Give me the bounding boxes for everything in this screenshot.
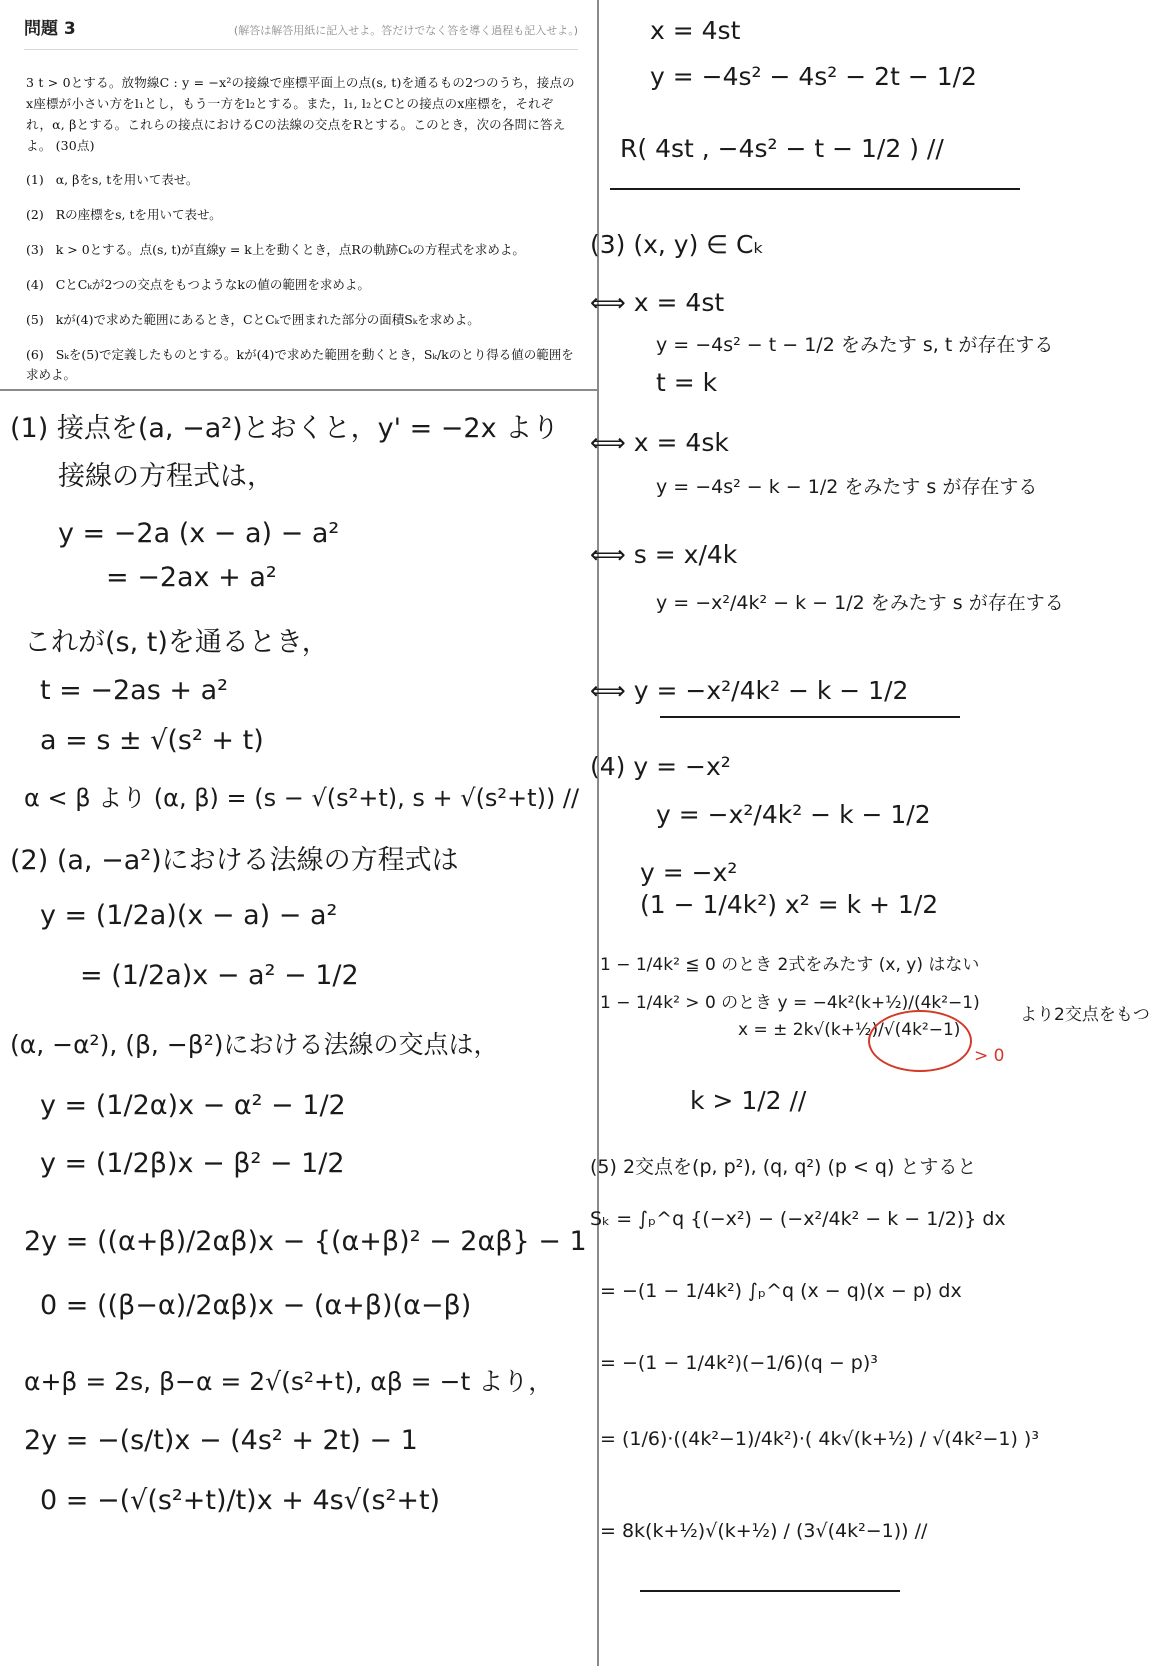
problem-statement-block <box>18 14 578 400</box>
solution-line: (3) (x, y) ∈ Cₖ <box>590 230 765 259</box>
red-circle-annotation <box>868 1010 972 1072</box>
solution-line: = −(1 − 1/4k²)(−1/6)(q − p)³ <box>600 1352 878 1374</box>
problem-note: (解答は解答用紙に記入せよ。答だけでなく答を導く過程も記入せよ。) <box>233 24 578 37</box>
problem-title: 問題 3 <box>24 19 76 39</box>
solution-line: = 8k(k+½)√(k+½) / (3√(4k²−1)) // <box>600 1520 928 1542</box>
solution-line: y = (1/2β)x − β² − 1/2 <box>40 1148 345 1179</box>
solution-line: α+β = 2s, β−α = 2√(s²+t), αβ = −t より， <box>24 1367 554 1396</box>
solution-line: α < β より (α, β) = (s − √(s²+t), s + √(s²+t)) // <box>24 784 580 812</box>
solution-line: = −(1 − 1/4k²) ∫ₚ^q (x − q)(x − p) dx <box>600 1280 962 1302</box>
solution-line: = (1/2a)x − a² − 1/2 <box>80 960 359 991</box>
problem-item: (3) k > 0とする。点(s, t)が直線y = k上を動くとき，点Rの軌跡Cₖの方程式を求めよ。 <box>26 242 525 257</box>
solution-line: (4) y = −x² <box>590 752 731 781</box>
handwritten-solution-left <box>10 400 590 1660</box>
solution-line: ⟺ s = x/4k <box>590 540 738 569</box>
solution-line: 1 − 1/4k² ≦ 0 のとき 2式をみたす (x, y) はない <box>600 955 980 975</box>
solution-line: y = −x²/4k² − k − 1/2 <box>656 800 931 829</box>
solution-line: k > 1/2 // <box>690 1086 807 1115</box>
solution-line: a = s ± √(s² + t) <box>40 725 264 756</box>
solution-line: ⟺ x = 4st <box>590 288 725 317</box>
problem-header <box>24 14 578 50</box>
solution-line: y = −x²/4k² − k − 1/2 をみたす s が存在する <box>656 592 1064 614</box>
solution-line: 2y = −(s/t)x − (4s² + 2t) − 1 <box>24 1425 418 1456</box>
solution-line: Sₖ = ∫ₚ^q {(−x²) − (−x²/4k² − k − 1/2)} dx <box>590 1208 1006 1230</box>
underline-rule <box>660 716 960 718</box>
solution-line: これが(s, t)を通るとき， <box>24 627 329 658</box>
problem-item: (6) Sₖを(5)で定義したものとする。kが(4)で求めた範囲を動くとき，Sₖ/kのとり得る値の範囲を求めよ。 <box>26 347 574 382</box>
solution-line: = −2ax + a² <box>106 562 277 593</box>
solution-line: y = −4s² − k − 1/2 をみたす s が存在する <box>656 476 1038 498</box>
problem-statement: 3 t > 0とする。放物線C : y = −x²の接線で座標平面上の点(s, t)を通るもの2つのうち，接点のx座標が小さい方をl₁とし，もう一方をl₂とする。また，l₁, l₂とCとの接点のx座標を，それぞれ，α, βとする。これらの接点におけるCの法線の交点をRとする。このとき，次の各問に答えよ。 (30点) <box>26 75 575 153</box>
problem-items <box>26 170 578 385</box>
solution-line: = (1/6)·((4k²−1)/4k²)·( 4k√(k+½) / √(4k²−1) )³ <box>600 1428 1039 1450</box>
solution-line: 接線の方程式は， <box>58 461 274 492</box>
problem-item: (1) α, βをs, tを用いて表せ。 <box>26 172 199 187</box>
solution-line: 1 − 1/4k² > 0 のとき y = −4k²(k+½)/(4k²−1) <box>600 993 980 1013</box>
problem-item: (5) kが(4)で求めた範囲にあるとき，CとCₖで囲まれた部分の面積Sₖを求めよ。 <box>26 312 480 327</box>
solution-line: y = (1/2α)x − α² − 1/2 <box>40 1090 346 1121</box>
solution-line: (1) 接点を(a, −a²)とおくと，y' = −2x より <box>10 413 560 444</box>
solution-line: y = −x² <box>640 858 738 887</box>
solution-line: (2) (a, −a²)における法線の方程式は <box>10 845 459 876</box>
solution-line: y = −4s² − t − 1/2 をみたす s, t が存在する <box>656 334 1054 356</box>
handwritten-solution-right <box>590 0 1170 1666</box>
solution-line: t = k <box>656 368 718 397</box>
underline-rule <box>640 1590 900 1592</box>
problem-item: (4) CとCₖが2つの交点をもつようなkの値の範囲を求めよ。 <box>26 277 370 292</box>
problem-item: (2) Rの座標をs, tを用いて表せ。 <box>26 207 222 222</box>
solution-line: ⟺ x = 4sk <box>590 428 729 457</box>
solution-line: y = −4s² − 4s² − 2t − 1/2 <box>650 62 977 91</box>
solution-line: (α, −α²), (β, −β²)における法線の交点は， <box>10 1030 499 1059</box>
solution-line: x = 4st <box>650 16 741 45</box>
solution-line: より2交点をもつ <box>1020 1005 1150 1025</box>
solution-line: y = −2a (x − a) − a² <box>58 518 340 549</box>
solution-line: (1 − 1/4k²) x² = k + 1/2 <box>640 890 939 919</box>
solution-line: 2y = ((α+β)/2αβ)x − {(α+β)² − 2αβ} − 1 <box>24 1226 587 1257</box>
solution-line: t = −2as + a² <box>40 675 228 706</box>
solution-line: 0 = −(√(s²+t)/t)x + 4s√(s²+t) <box>40 1485 441 1516</box>
underline-rule <box>610 188 1020 190</box>
solution-line: R( 4st , −4s² − t − 1/2 ) // <box>620 134 944 163</box>
solution-line: ⟺ y = −x²/4k² − k − 1/2 <box>590 676 909 705</box>
solution-line: y = (1/2a)(x − a) − a² <box>40 900 338 931</box>
solution-line: (5) 2交点を(p, p²), (q, q²) (p < q) とすると <box>590 1156 977 1178</box>
solution-line: x = ± 2k√(k+½)/√(4k²−1) <box>738 1020 961 1040</box>
solution-line: 0 = ((β−α)/2αβ)x − (α+β)(α−β) <box>40 1290 472 1321</box>
red-annotation: > 0 <box>974 1046 1005 1066</box>
